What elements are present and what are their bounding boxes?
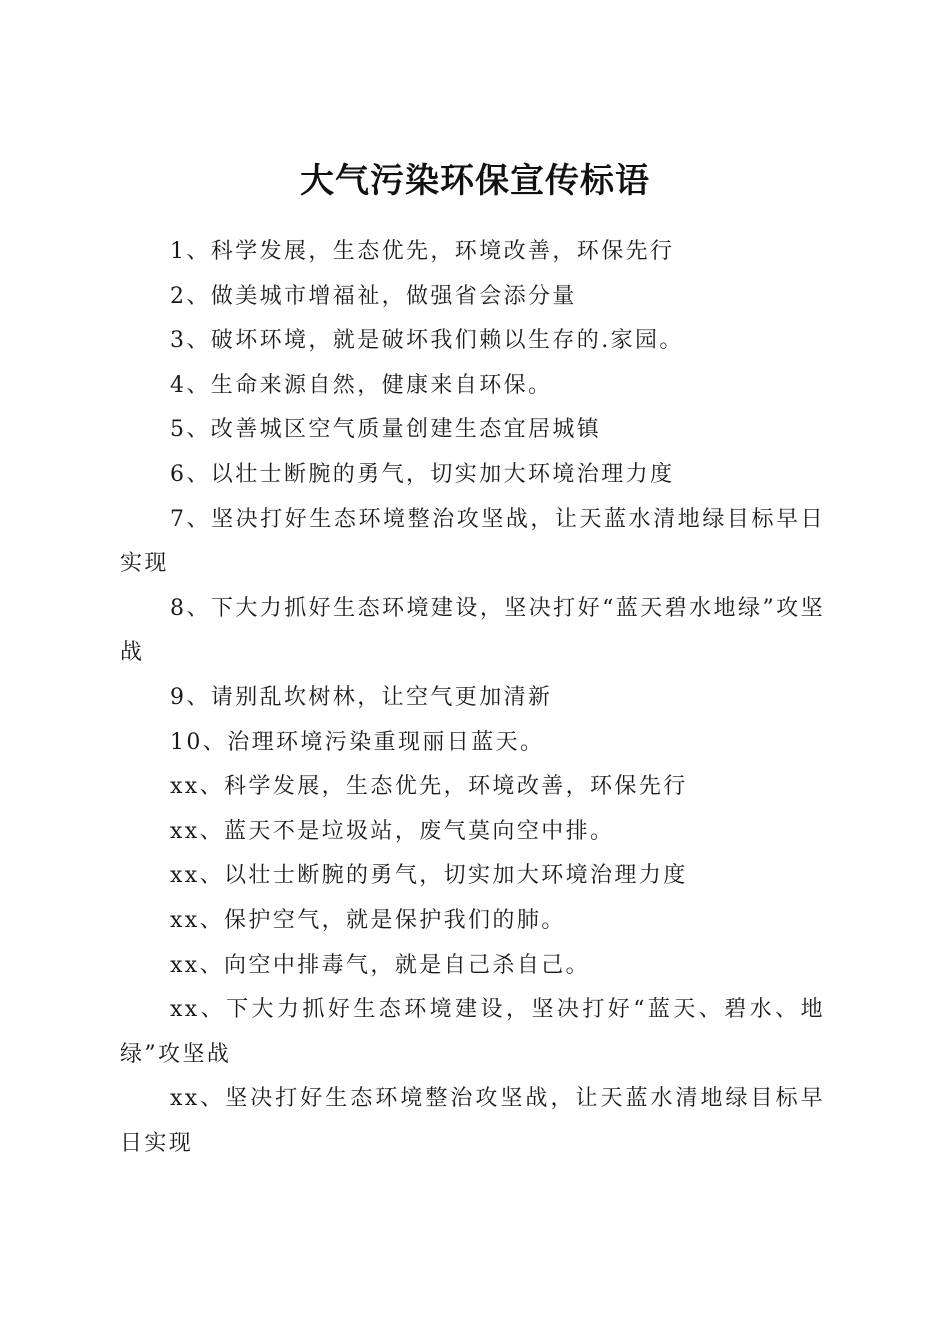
slogan-item: xx、坚决打好生态环境整治攻坚战，让天蓝水清地绿目标早日实现 xyxy=(120,1086,825,1156)
slogan-item: 2、做美城市增福祉，做强省会添分量 xyxy=(170,283,577,309)
slogan-item: 5、改善城区空气质量创建生态宜居城镇 xyxy=(170,417,602,443)
document-title: 大气污染环保宣传标语 xyxy=(300,160,650,201)
slogan-item: xx、蓝天不是垃圾站，废气莫向空中排。 xyxy=(170,818,615,844)
slogan-item: 8、下大力抓好生态环境建设，坚决打好“蓝天碧水地绿”攻坚战 xyxy=(120,595,825,666)
slogan-item: xx、保护空气，就是保护我们的肺。 xyxy=(170,907,566,933)
slogan-item: 6、以壮士断腕的勇气，切实加大环境治理力度 xyxy=(170,461,675,487)
slogan-item: xx、下大力抓好生态环境建设，坚决打好“蓝天、碧水、地绿”攻坚战 xyxy=(120,997,825,1067)
slogan-item: 3、破坏环境，就是破坏我们赖以生存的.家园。 xyxy=(170,328,684,354)
slogan-list xyxy=(120,230,825,1166)
slogan-item: 7、坚决打好生态环境整治攻坚战，让天蓝水清地绿目标早日实现 xyxy=(120,506,825,577)
slogan-item: 1、科学发展，生态优先，环境改善，环保先行 xyxy=(170,239,675,264)
slogan-item: xx、向空中排毒气，就是自己杀自己。 xyxy=(170,952,591,978)
slogan-item: 9、请别乱坎树林，让空气更加清新 xyxy=(170,684,553,710)
slogan-item: xx、科学发展，生态优先，环境改善，环保先行 xyxy=(170,774,688,800)
slogan-item: xx、以壮士断腕的勇气，切实加大环境治理力度 xyxy=(170,863,688,889)
slogan-item: 10、治理环境污染重现丽日蓝天。 xyxy=(170,729,545,755)
slogan-item: 4、生命来源自然，健康来自环保。 xyxy=(170,372,553,398)
